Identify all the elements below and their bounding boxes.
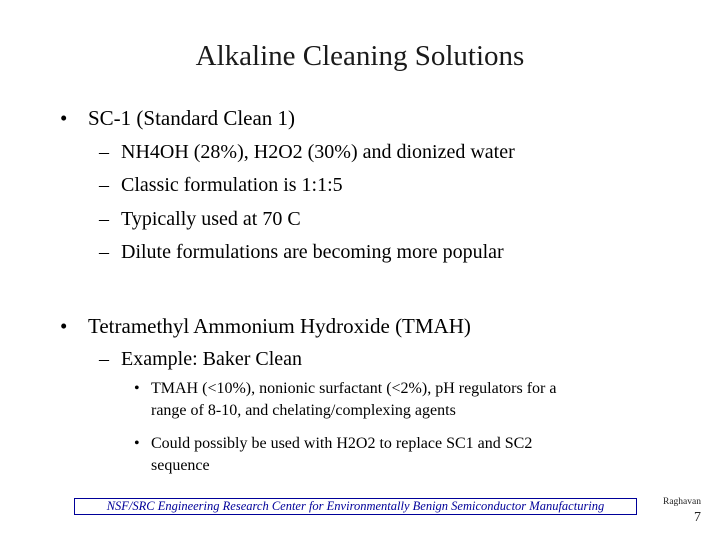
section2-heading: Tetramethyl Ammonium Hydroxide (TMAH): [88, 314, 471, 338]
section2-sub-item-line: Could possibly be used with H2O2 to replace SC1 and SC2: [151, 435, 533, 452]
section1-item: Typically used at 70 C: [121, 208, 301, 230]
section1-item: Classic formulation is 1:1:5: [121, 174, 343, 196]
section1-heading: SC-1 (Standard Clean 1): [88, 106, 296, 130]
section2-sub-item-line: range of 8-10, and chelating/complexing agents: [151, 402, 456, 419]
dash-marker: –: [99, 241, 109, 263]
section1-item: Dilute formulations are becoming more popular: [121, 241, 504, 263]
dash-marker: –: [99, 348, 109, 370]
section2-item: Example: Baker Clean: [121, 348, 303, 370]
sub-bullet-marker: •: [134, 435, 140, 452]
section2-sub-item-line: TMAH (<10%), nonionic surfactant (<2%), pH regulators for a: [151, 380, 557, 397]
page-number: 7: [694, 510, 701, 525]
footer-organization: NSF/SRC Engineering Research Center for Environmentally Benign Semiconductor Manufacturing: [74, 498, 637, 515]
slide-title: Alkaline Cleaning Solutions: [195, 40, 525, 72]
dash-marker: –: [99, 174, 109, 196]
section2-sub-item-line: sequence: [151, 457, 210, 474]
bullet-marker: •: [60, 106, 68, 130]
footer-author: Raghavan: [663, 497, 701, 507]
section1-item: NH4OH (28%), H2O2 (30%) and dionized water: [121, 141, 515, 163]
sub-bullet-marker: •: [134, 380, 140, 397]
bullet-marker: •: [60, 314, 68, 338]
dash-marker: –: [99, 141, 109, 163]
dash-marker: –: [99, 208, 109, 230]
